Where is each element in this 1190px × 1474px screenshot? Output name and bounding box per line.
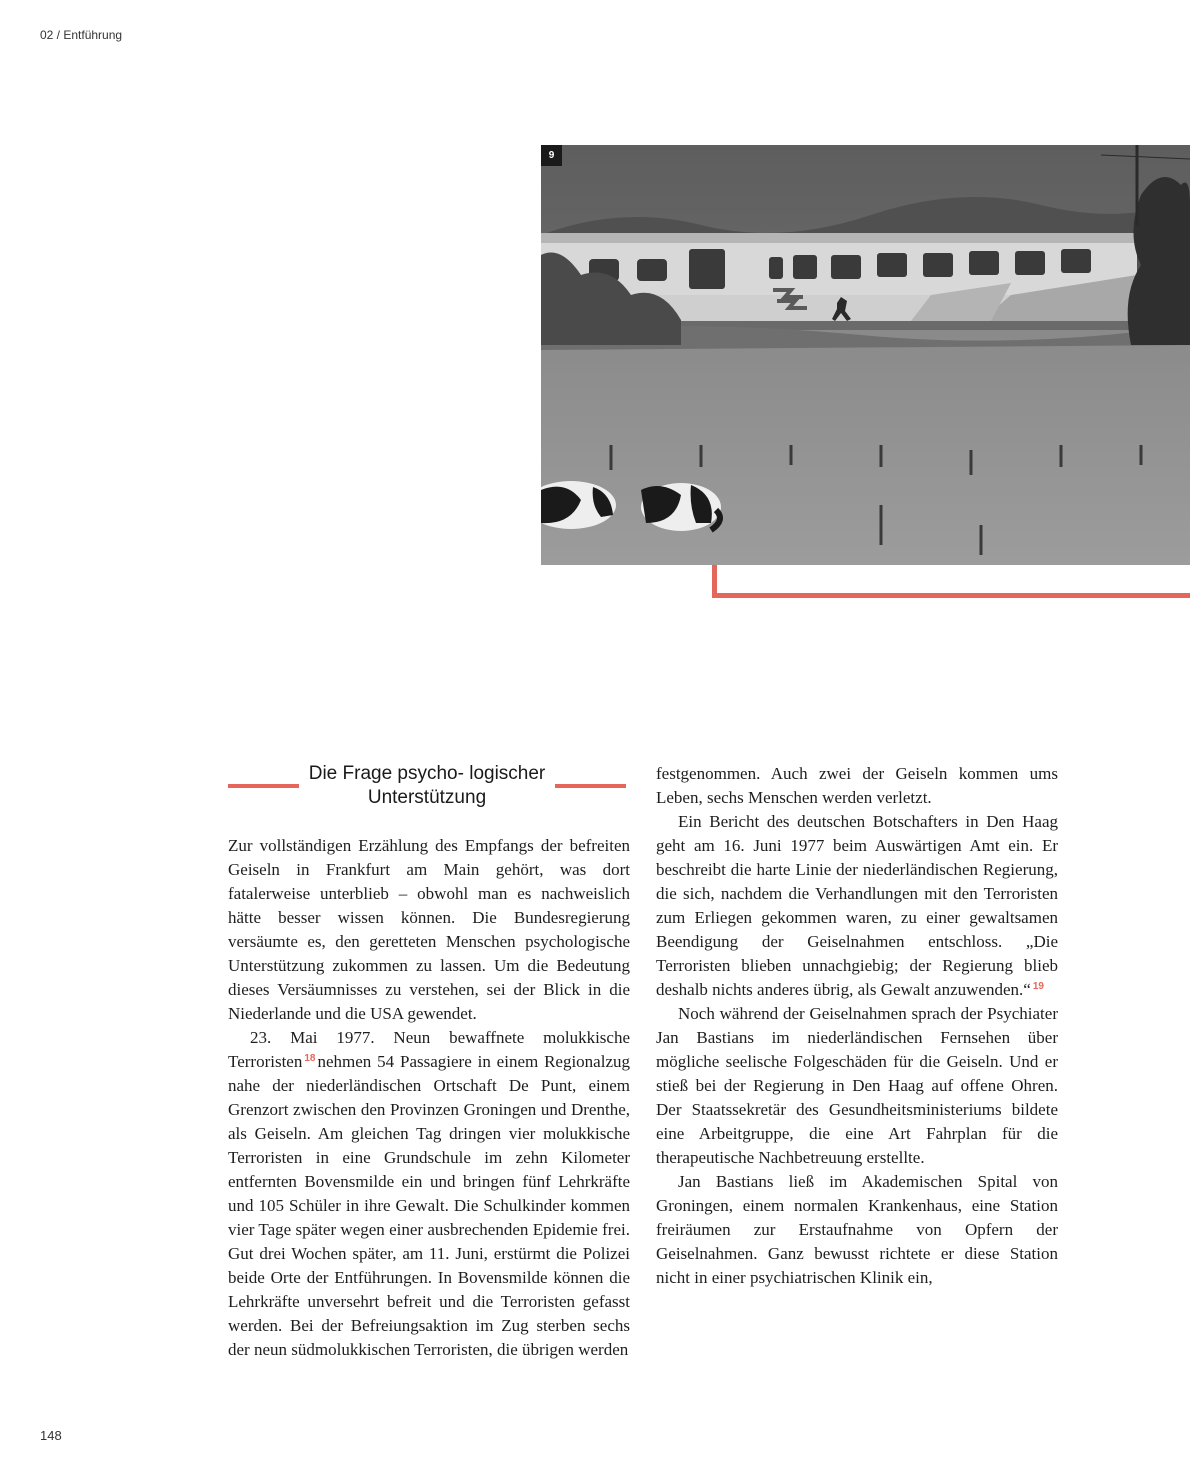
paragraph-1: Zur vollständigen Erzählung des Empfangs der befreiten Geiseln in Frankfurt am Main gehört, was dort fatalerweise unterblieb – obwohl man es nachweislich hätte besser wissen können. Die Bundesregierung versäumte es, den geretteten Menschen psychologische Unterstützung zukommen zu lassen. Um die Bedeutung dieses Versäumnisses zu verstehen, sei der Blick in die Niederlande und die USA gewendet. [228,836,630,1023]
paragraph-3-text: Ein Bericht des deutschen Botschafters in Den Haag geht am 16. Juni 1977 beim Auswärtigen Amt ein. Er beschreibt die harte Linie der niederländischen Regierung, die sich, nachdem die Verhandlungen mit den Terroristen zum Erliegen gekommen waren, zu einer gewaltsamen Beendigung der Geiselnahmen entschloss. „Die Terroristen blieben unnachgiebig; der Regierung blieb deshalb nichts anderes übrig, als Gewalt anzuwenden.“ [656,812,1058,999]
paragraph-5: Jan Bastians ließ im Akademischen Spital von Groningen, einem normalen Krankenhaus, eine Station freiräumen zur Erstaufnahme von Opfern der Geiselnahmen. Ganz bewusst richtete er diese Station nicht in einer psychiatrischen Klinik ein, [656,1172,1058,1287]
heading-rule-right [555,784,626,788]
heading-rule-left [228,784,299,788]
paragraph-2-start: 23. Mai 1977. Neun bewaffnete molukkische Terroristen [228,1028,630,1071]
section-heading: Die Frage psycho- logischer Unterstützung [308,763,546,808]
paragraph-4: Noch während der Geiselnahmen sprach der Psychiater Jan Bastians im niederländischen Fernsehen über mögliche seelische Folgeschäden für die Geiseln. Und er stieß bei der Regierung in Den Haag auf offene Ohren. Der Staatssekretär des Gesundheitsministeriums bildete eine Arbeitgruppe, die eine Art Fahrplan für die therapeutische Nachbetreuung erstellte. [656,1004,1058,1167]
text-column-left [228,834,630,1362]
paragraph-3 [656,810,1058,1002]
paragraph-2-rest: nehmen 54 Passagiere in einem Regionalzug nahe der niederländischen Ortschaft De Punt, einem Grenzort zwischen den Provinzen Groningen und Drenthe, als Geiseln. Am gleichen Tag dringen vier molukkische Terroristen in eine Grundschule im zehn Kilometer entfernten Bovensmilde ein und bringen fünf Lehrkräfte und 105 Schüler in ihre Gewalt. Die Schulkinder kommen vier Tage später wegen einer ausbrechenden Epidemie frei. Gut drei Wochen später, am 11. Juni, erstürmt die Polizei beide Orte der Entführungen. In Bovensmilde können die Lehrkräfte unversehrt befreit und die Terroristen gefasst werden. Bei der Befreiungsaktion im Zug sterben sechs der neun südmolukkischen Terroristen, die übrigen werden [228,1052,630,1359]
accent-bracket [712,565,1190,598]
train-hijack-photo [541,145,1190,565]
footnote-ref-19[interactable]: 19 [1032,981,1044,992]
text-column-right [656,762,1058,1290]
section-heading-block [228,762,626,812]
running-head: 02 / Entführung [40,28,123,42]
footnote-ref-18[interactable]: 18 [304,1053,316,1064]
paragraph-2-continued: festgenommen. Auch zwei der Geiseln kommen ums Leben, sechs Menschen werden verletzt. [656,764,1058,807]
figure-number-badge: 9 [541,145,562,166]
page-number: 148 [40,1428,62,1443]
paragraph-2 [228,1026,630,1362]
